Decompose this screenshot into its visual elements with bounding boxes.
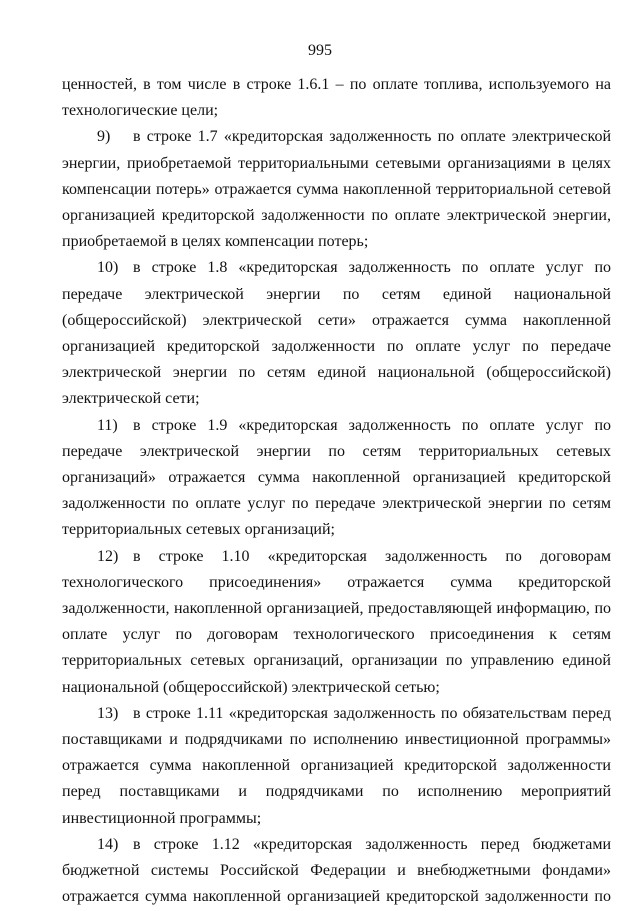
list-item-number: 10)	[97, 259, 119, 277]
list-item-11	[62, 413, 611, 544]
list-item-text: в строке 1.12 «кредиторская задолженность перед бюджетами бюджетной системы Российской Федерации и внебюджетными фондами» отражается сумма накопленной организацией кредиторской задолженности по	[62, 835, 611, 906]
list-item-number: 13)	[97, 704, 119, 722]
list-item-10	[62, 255, 611, 412]
list-item-text: в строке 1.7 «кредиторская задолженность по оплате электрической энергии, приобретаемой территориальными сетевыми организациями в целях компенсации потерь» отражается сумма накопленной территориальной сетевой организацией кредиторской задолженности по оплате электрической энергии, приобретаемой в целях компенсации потерь;	[62, 128, 611, 251]
document-body	[62, 72, 611, 911]
list-item-text: в строке 1.11 «кредиторская задолженность по обязательствам перед поставщиками и подрядчиками по исполнению инвестиционной программы» отражается сумма накопленной организацией кредиторской задолженности перед поставщиками и подрядчиками по исполнению мероприятий инвестиционной программы;	[62, 704, 611, 827]
list-item-9	[62, 124, 611, 255]
list-item-number: 12)	[97, 547, 119, 565]
list-item-number: 14)	[97, 835, 119, 853]
list-item-number: 11)	[97, 416, 118, 434]
paragraph-text: ценностей, в том числе в строке 1.6.1 – по оплате топлива, используемого на технологические цели;	[62, 76, 611, 120]
list-item-12	[62, 544, 611, 701]
list-item-13	[62, 701, 611, 832]
list-item-text: в строке 1.8 «кредиторская задолженность по оплате услуг по передаче электрической энергии по сетям единой национальной (общероссийской) электрической сети» отражается сумма накопленной организацией кредиторской задолженности по оплате услуг по передаче электрической энергии по сетям единой национальной (общероссийской) электрической сети;	[62, 259, 611, 408]
page-number: 995	[308, 42, 332, 59]
list-item-14	[62, 832, 611, 911]
list-item-text: в строке 1.9 «кредиторская задолженность по оплате услуг по передаче электрической энергии по сетям территориальных сетевых организаций» отражается сумма накопленной организацией кредиторской задолженности по оплате услуг по передаче электрической энергии по сетям территориальных сетевых организаций;	[62, 416, 611, 539]
list-item-number: 9)	[97, 128, 111, 146]
paragraph-continuation	[62, 72, 611, 124]
list-item-text: в строке 1.10 «кредиторская задолженность по договорам технологического присоединения» отражается сумма кредиторской задолженности, накопленной организацией, предоставляющей информацию, по оплате услуг по договорам технологического присоединения к сетям территориальных сетевых организаций, организации по управлению единой национальной (общероссийской) электрической сетью;	[62, 547, 611, 696]
